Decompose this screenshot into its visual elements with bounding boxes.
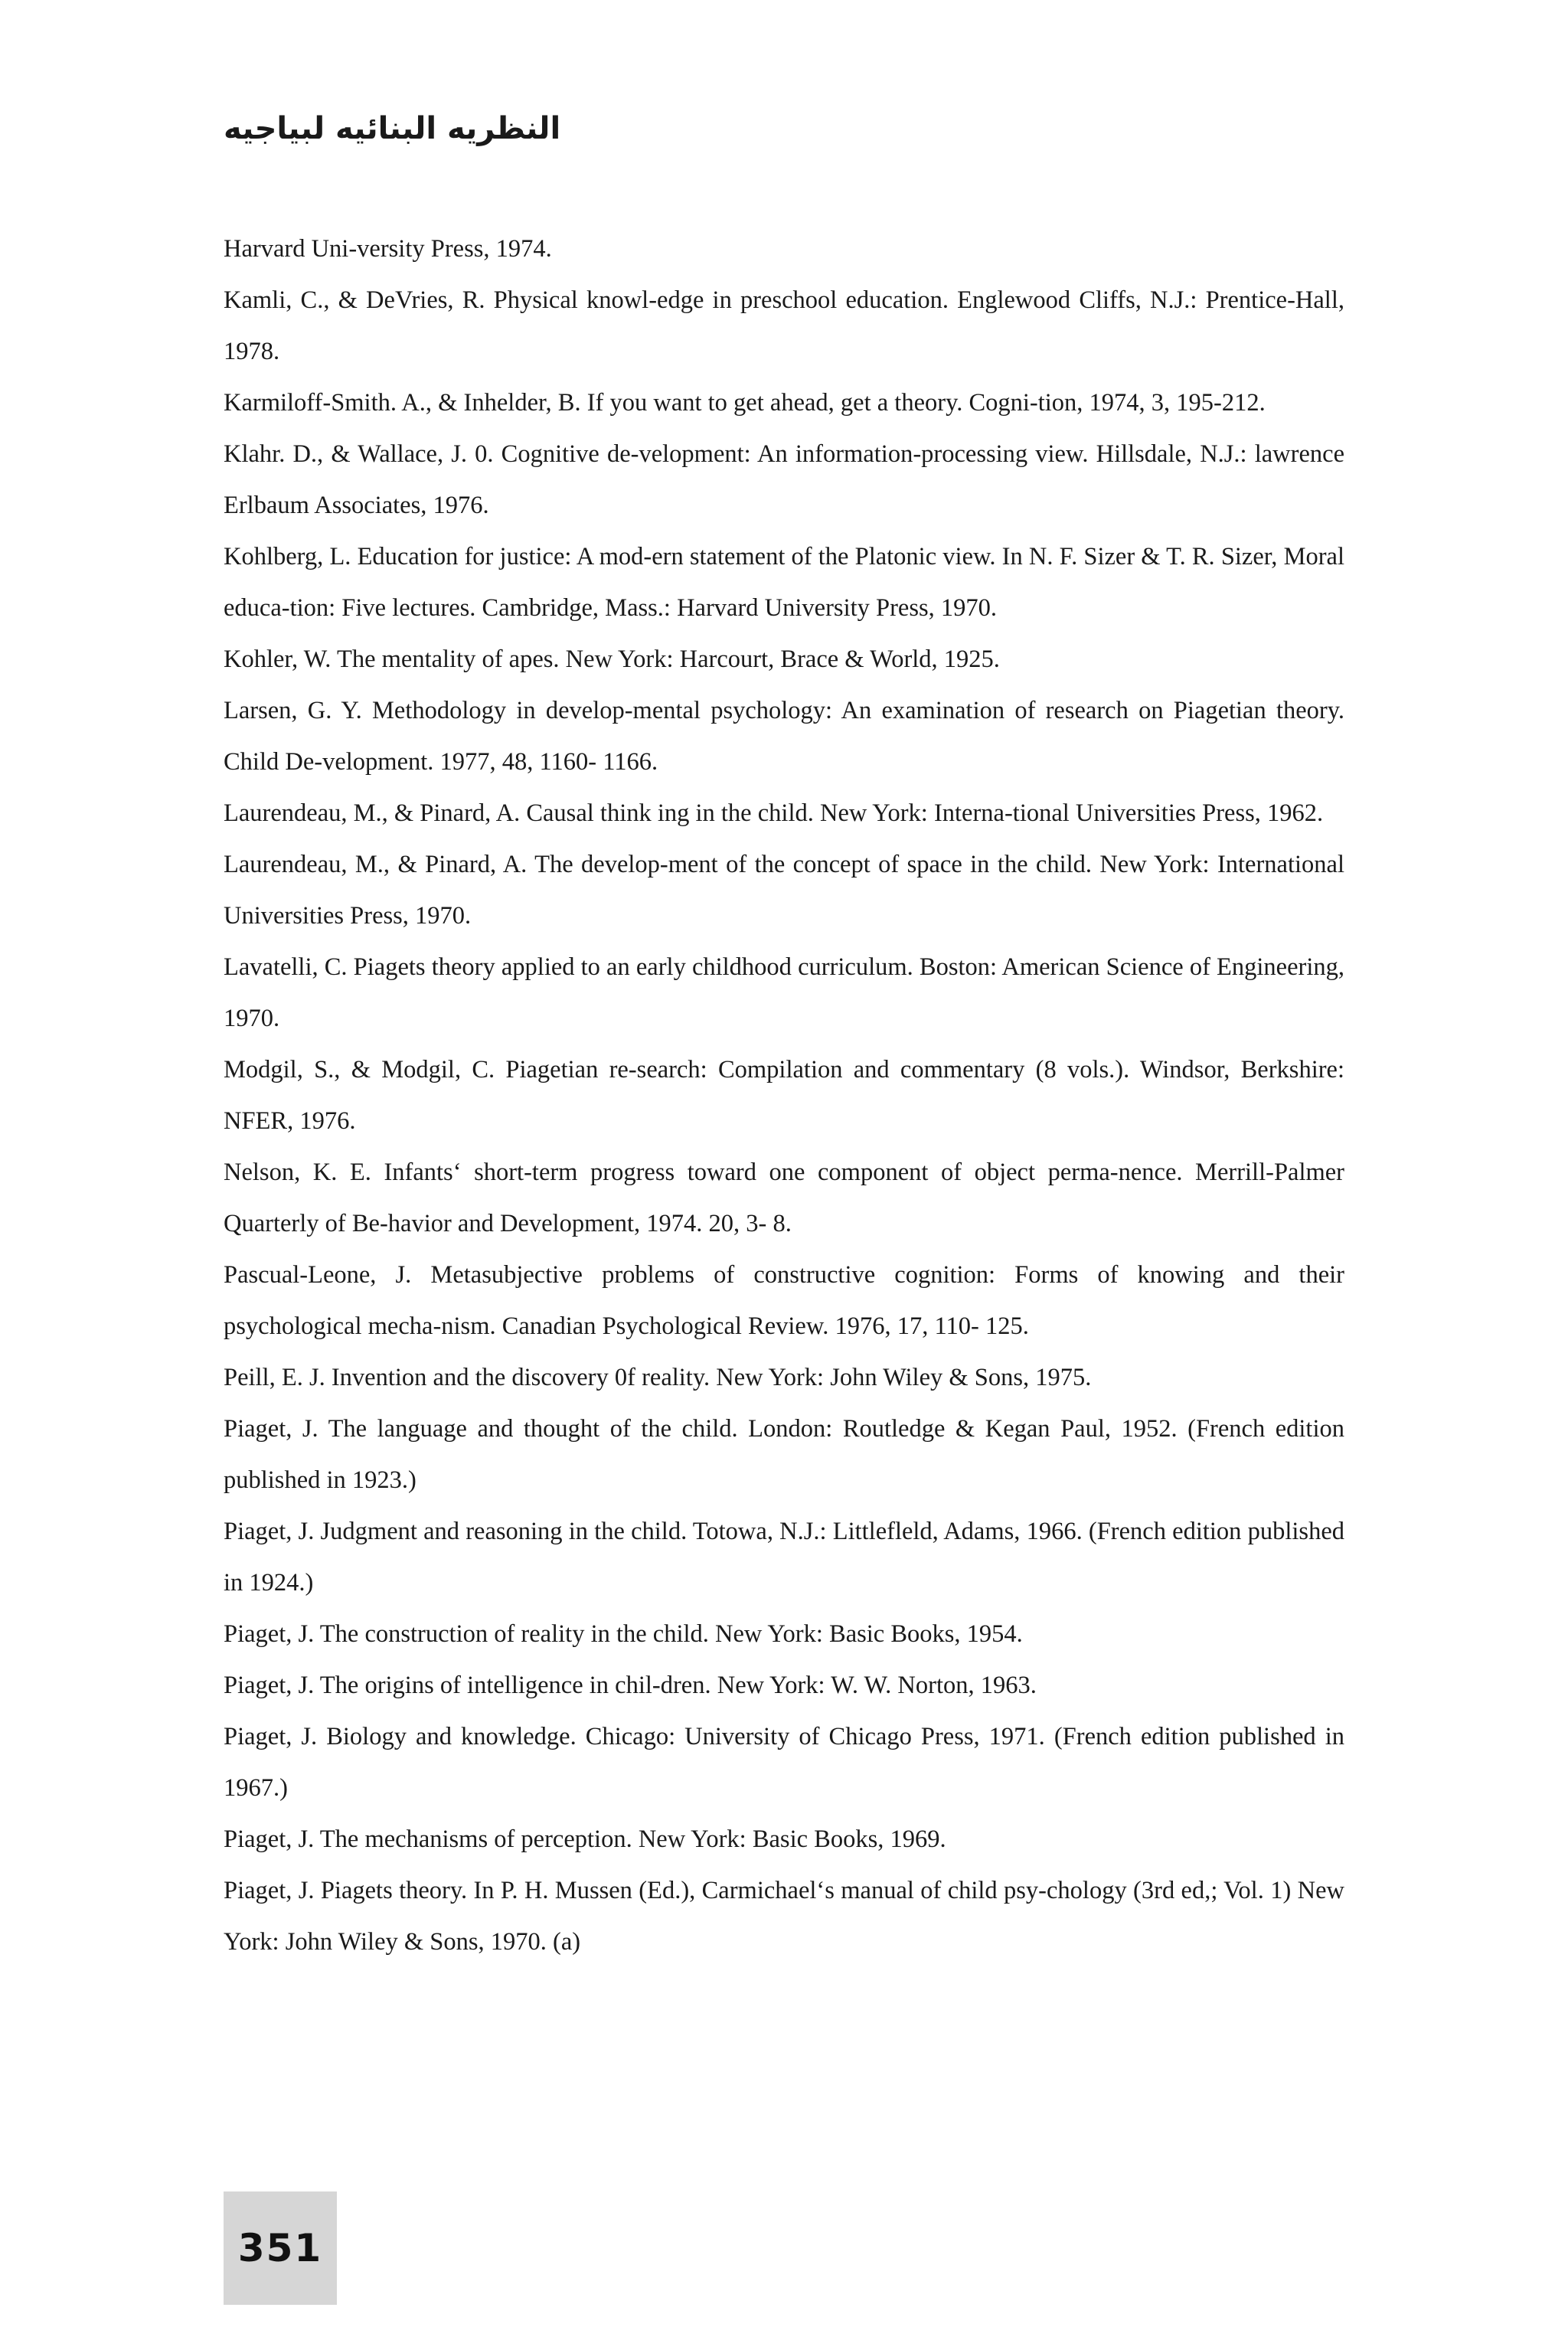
reference-entry: Piaget, J. The origins of intelligence in chil-dren. New York: W. W. Norton, 1963. xyxy=(224,1672,1037,1699)
reference-entry: Piaget, J. The mechanisms of perception. New York: Basic Books, 1969. xyxy=(224,1825,946,1853)
reference-entry: Kohlberg, L. Education for justice: A mod-ern statement of the Platonic view. In N. F. Sizer & T. R. Sizer, Moral educa-tion: Five lectures. Cambridge, Mass.: Harvard University Press, 1970. xyxy=(224,543,1344,622)
reference-entry: Piaget, J. The construction of reality in the child. New York: Basic Books, 1954. xyxy=(224,1620,1023,1648)
reference-entry: Piaget, J. The language and thought of the child. London: Routledge & Kegan Paul, 1952. (French edition published in 1923.) xyxy=(224,1415,1344,1494)
reference-list xyxy=(224,224,1344,1968)
reference-entry: Kohler, W. The mentality of apes. New York: Harcourt, Brace & World, 1925. xyxy=(224,646,1000,673)
reference-entry: Laurendeau, M., & Pinard, A. Causal think ing in the child. New York: Interna-tional Universities Press, 1962. xyxy=(224,799,1324,827)
reference-entry: Nelson, K. E. Infants‘ short-term progress toward one component of object perma-nence. Merrill-Palmer Quarterly of Be-havior and Development, 1974. 20, 3- 8. xyxy=(224,1159,1344,1237)
reference-entry: Piaget, J. Piagets theory. In P. H. Mussen (Ed.), Carmichael‘s manual of child psy-chology (3rd ed,; Vol. 1) New York: John Wiley & Sons, 1970. (a) xyxy=(224,1877,1344,1956)
reference-entry: Lavatelli, C. Piagets theory applied to an early childhood curriculum. Boston: American Science of Engineering, 1970. xyxy=(224,953,1344,1032)
reference-entry: Modgil, S., & Modgil, C. Piagetian re-search: Compilation and commentary (8 vols.). Windsor, Berkshire: NFER, 1976. xyxy=(224,1056,1344,1135)
running-header: النظريه البنائيه لبياجيه xyxy=(224,111,561,146)
reference-entry: Piaget, J. Judgment and reasoning in the child. Totowa, N.J.: Littlefleld, Adams, 1966. (French edition published in 1924.) xyxy=(224,1518,1344,1597)
reference-entry: Karmiloff-Smith. A., & Inhelder, B. If you want to get ahead, get a theory. Cogni-tion, 1974, 3, 195-212. xyxy=(224,389,1266,417)
reference-entry: Kamli, C., & DeVries, R. Physical knowl-edge in preschool education. Englewood Cliffs, N.J.: Prentice-Hall, 1978. xyxy=(224,286,1344,365)
reference-entry: Pascual-Leone, J. Metasubjective problems of constructive cognition: Forms of knowing and their psychological mecha-nism. Canadian Psychological Review. 1976, 17, 110- 125. xyxy=(224,1261,1344,1340)
reference-entry: Harvard Uni-versity Press, 1974. xyxy=(224,235,552,263)
reference-entry: Peill, E. J. Invention and the discovery 0f reality. New York: John Wiley & Sons, 1975. xyxy=(224,1364,1092,1391)
page-number-badge xyxy=(224,2191,337,2305)
reference-entry: Piaget, J. Biology and knowledge. Chicago: University of Chicago Press, 1971. (French edition published in 1967.) xyxy=(224,1723,1344,1802)
reference-entry: Laurendeau, M., & Pinard, A. The develop-ment of the concept of space in the child. New York: International Universities Press, 1970. xyxy=(224,851,1344,930)
page-number: 351 xyxy=(237,2226,323,2270)
reference-entry: Klahr. D., & Wallace, J. 0. Cognitive de-velopment: An information-processing view. Hillsdale, N.J.: lawrence Erlbaum Associates, 1976. xyxy=(224,440,1344,519)
reference-entry: Larsen, G. Y. Methodology in develop-mental psychology: An examination of research on Piagetian theory. Child De-velopment. 1977, 48, 1160- 1166. xyxy=(224,697,1344,776)
